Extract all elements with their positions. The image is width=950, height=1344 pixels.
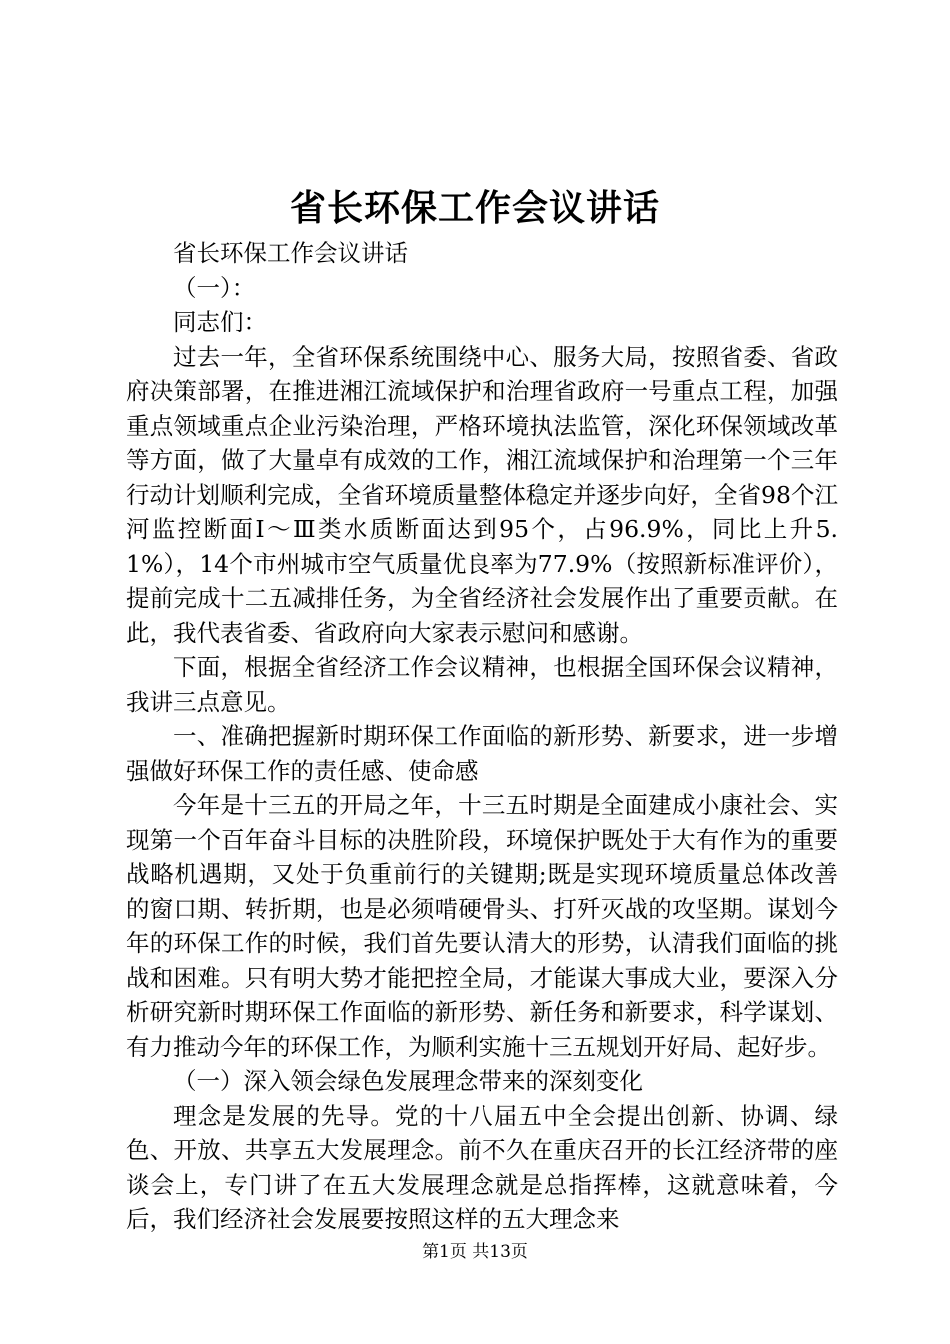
paragraph-intro: 下面，根据全省经济工作会议精神，也根据全国环保会议精神，我讲三点意见。 (126, 653, 838, 716)
paragraph-review: 过去一年，全省环保系统围绕中心、服务大局，按照省委、省政府决策部署，在推进湘江流域保护和治理省政府一号重点工程，加强重点领域重点企业污染治理，严格环境执法监管，深化环保领域改革等方面，做了大量卓有成效的工作，湘江流域保护和治理第一个三年行动计划顺利完成，全省环境质量整体稳定并逐步向好，全省98个江河监控断面Ⅰ～Ⅲ类水质断面达到95个，占96.9%，同比上升5.1%），14个市州城市空气质量优良率为77.9%（按照新标准评价），提前完成十二五减排任务，为全省经济社会发展作出了重要贡献。在此，我代表省委、省政府向大家表示慰问和感谢。 (126, 342, 838, 647)
paragraph-subtitle: 省长环保工作会议讲话 (173, 239, 408, 267)
paragraph-salutation: 同志们： (173, 308, 267, 336)
document-body (126, 236, 838, 1237)
paragraph-concept: 理念是发展的先导。党的十八届五中全会提出创新、协调、绿色、开放、共享五大发展理念。前不久在重庆召开的长江经济带的座谈会上，专门讲了在五大发展理念就是总指挥棒，这就意味着，今后，我们经济社会发展要按照这样的五大理念来 (126, 1101, 838, 1233)
page-footer: 第1页 共13页 (422, 1242, 528, 1262)
section-heading-1: 一、准确把握新时期环保工作面临的新形势、新要求，进一步增强做好环保工作的责任感、使命感 (126, 722, 838, 785)
page-title: 省长环保工作会议讲话 (289, 187, 660, 229)
subsection-heading-1: （一）深入领会绿色发展理念带来的深刻变化 (173, 1067, 643, 1095)
paragraph-section-marker: （一）： (173, 273, 256, 302)
paragraph-situation: 今年是十三五的开局之年，十三五时期是全面建成小康社会、实现第一个百年奋斗目标的决胜阶段，环境保护既处于大有作为的重要战略机遇期，又处于负重前行的关键期;既是实现环境质量总体改善的窗口期、转折期，也是必须啃硬骨头、打歼灭战的攻坚期。谋划今年的环保工作的时候，我们首先要认清大的形势，认清我们面临的挑战和困难。只有明大势才能把控全局，才能谋大事成大业，要深入分析研究新时期环保工作面临的新形势、新任务和新要求，科学谋划、有力推动今年的环保工作，为顺利实施十三五规划开好局、起好步。 (126, 791, 838, 1061)
